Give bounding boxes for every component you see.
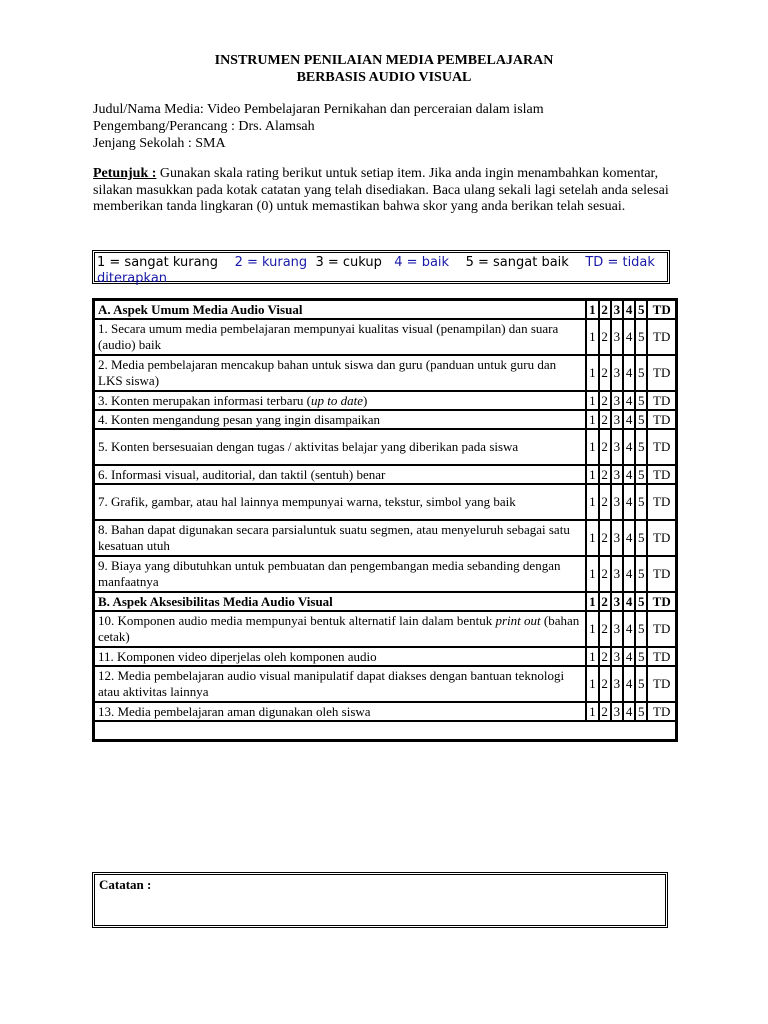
score-2[interactable]: 2 [599, 429, 611, 465]
section-b-title: B. Aspek Aksesibilitas Media Audio Visual [94, 592, 586, 611]
score-3[interactable]: 3 [611, 647, 623, 666]
score-2[interactable]: 2 [599, 520, 611, 556]
table-row [94, 355, 676, 391]
item-text: 5. Konten bersesuaian dengan tugas / aktivitas belajar yang diberikan pada siswa [94, 429, 586, 465]
item-text: 12. Media pembelajaran audio visual manipulatif dapat diakses dengan bantuan teknologi atau aktivitas lainnya [94, 666, 586, 702]
score-1[interactable]: 1 [586, 465, 598, 484]
table-row [94, 410, 676, 429]
rating-scale-legend [92, 250, 670, 284]
section-header-b [94, 592, 676, 611]
table-row [94, 484, 676, 520]
item-text-part: ) [362, 392, 368, 408]
school-level: Jenjang Sekolah : SMA [93, 136, 226, 151]
score-5[interactable]: 5 [635, 410, 647, 429]
item-text-part: 3. Konten merupakan informasi terbaru ( [98, 392, 311, 408]
score-1[interactable]: 1 [586, 520, 598, 556]
score-td[interactable]: TD [647, 410, 676, 429]
score-3[interactable]: 3 [611, 355, 623, 391]
score-3[interactable]: 3 [611, 429, 623, 465]
table-row [94, 556, 676, 592]
section-a-title: A. Aspek Umum Media Audio Visual [94, 300, 586, 319]
score-1[interactable]: 1 [586, 556, 598, 592]
score-4[interactable]: 4 [623, 647, 635, 666]
score-2: 2 [599, 300, 611, 319]
score-4[interactable]: 4 [623, 355, 635, 391]
score-1[interactable]: 1 [586, 666, 598, 702]
score-2[interactable]: 2 [599, 647, 611, 666]
table-row [94, 647, 676, 666]
score-1[interactable]: 1 [586, 702, 598, 721]
item-text: 13. Media pembelajaran aman digunakan oleh siswa [94, 702, 586, 721]
score-2: 2 [599, 592, 611, 611]
score-2[interactable]: 2 [599, 484, 611, 520]
score-4[interactable]: 4 [623, 611, 635, 647]
item-text: 9. Biaya yang dibutuhkan untuk pembuatan dan pengembangan media sebanding dengan manfaatnya [94, 556, 586, 592]
score-1[interactable]: 1 [586, 391, 598, 410]
score-td[interactable]: TD [647, 484, 676, 520]
score-4[interactable]: 4 [623, 484, 635, 520]
score-3[interactable]: 3 [611, 410, 623, 429]
score-5[interactable]: 5 [635, 702, 647, 721]
score-4[interactable]: 4 [623, 391, 635, 410]
score-1[interactable]: 1 [586, 647, 598, 666]
score-1[interactable]: 1 [586, 410, 598, 429]
score-5[interactable]: 5 [635, 391, 647, 410]
score-2[interactable]: 2 [599, 666, 611, 702]
score-td[interactable]: TD [647, 666, 676, 702]
notes-box[interactable] [92, 872, 668, 928]
legend-4: 4 = baik [394, 255, 450, 270]
item-text: 7. Grafik, gambar, atau hal lainnya mempunyai warna, tekstur, simbol yang baik [94, 484, 586, 520]
score-4: 4 [623, 300, 635, 319]
media-title: Judul/Nama Media: Video Pembelajaran Pernikahan dan perceraian dalam islam [93, 102, 544, 117]
score-td[interactable]: TD [647, 520, 676, 556]
score-1: 1 [586, 300, 598, 319]
table-row [94, 611, 676, 647]
score-2[interactable]: 2 [599, 556, 611, 592]
item-text-italic: up to date [310, 392, 363, 408]
score-5: 5 [635, 592, 647, 611]
item-text-italic: print out [495, 613, 541, 628]
score-2[interactable]: 2 [599, 611, 611, 647]
instructions-label: Petunjuk : [93, 166, 157, 181]
legend-2: 2 = kurang [234, 255, 308, 270]
score-1[interactable]: 1 [586, 429, 598, 465]
score-td[interactable]: TD [647, 556, 676, 592]
item-text [94, 391, 586, 410]
score-td[interactable]: TD [647, 702, 676, 721]
score-2[interactable]: 2 [599, 319, 611, 355]
table-row [94, 666, 676, 702]
score-5[interactable]: 5 [635, 484, 647, 520]
score-3[interactable]: 3 [611, 319, 623, 355]
table-row [94, 702, 676, 721]
score-5[interactable]: 5 [635, 355, 647, 391]
item-text: 1. Secara umum media pembelajaran mempunyai kualitas visual (penampilan) dan suara (audio) baik [94, 319, 586, 355]
score-td[interactable]: TD [647, 391, 676, 410]
notes-label: Catatan : [99, 877, 152, 892]
score-4: 4 [623, 592, 635, 611]
item-text-part: (bahan cetak) [98, 613, 580, 644]
score-5[interactable]: 5 [635, 520, 647, 556]
score-4[interactable]: 4 [623, 429, 635, 465]
score-5[interactable]: 5 [635, 319, 647, 355]
developer: Pengembang/Perancang : Drs. Alamsah [93, 119, 315, 134]
rating-table [92, 298, 678, 742]
score-5[interactable]: 5 [635, 666, 647, 702]
score-5[interactable]: 5 [635, 556, 647, 592]
document-title-line2: BERBASIS AUDIO VISUAL [296, 70, 472, 85]
score-3: 3 [611, 592, 623, 611]
score-4[interactable]: 4 [623, 666, 635, 702]
table-row [94, 465, 676, 484]
item-text: 2. Media pembelajaran mencakup bahan untuk siswa dan guru (panduan untuk guru dan LKS siswa) [94, 355, 586, 391]
score-4[interactable]: 4 [623, 556, 635, 592]
score-1[interactable]: 1 [586, 319, 598, 355]
table-row [94, 391, 676, 410]
table-row [94, 520, 676, 556]
item-text-part: 10. Komponen audio media mempunyai bentuk alternatif lain dalam bentuk [98, 613, 496, 628]
legend-1: 1 = sangat kurang [97, 255, 219, 270]
score-td[interactable]: TD [647, 465, 676, 484]
score-4[interactable]: 4 [623, 410, 635, 429]
score-2[interactable]: 2 [599, 465, 611, 484]
table-row [94, 429, 676, 465]
score-2[interactable]: 2 [599, 391, 611, 410]
empty-cell [94, 721, 676, 740]
score-td[interactable]: TD [647, 429, 676, 465]
score-td[interactable]: TD [647, 611, 676, 647]
score-5[interactable]: 5 [635, 611, 647, 647]
instructions-text: Gunakan skala rating berikut untuk setiap item. Jika anda ingin menambahkan komentar, silakan masukkan pada kotak catatan yang telah disediakan. Baca ulang sekali lagi setelah anda selesai memberikan tanda lingkaran (0) untuk memastikan bahwa skor yang anda berikan telah sesuai. [93, 166, 669, 214]
score-5[interactable]: 5 [635, 465, 647, 484]
score-4[interactable]: 4 [623, 319, 635, 355]
table-row [94, 319, 676, 355]
score-5[interactable]: 5 [635, 429, 647, 465]
score-td[interactable]: TD [647, 355, 676, 391]
score-3[interactable]: 3 [611, 666, 623, 702]
section-header-a [94, 300, 676, 319]
item-text: 11. Komponen video diperjelas oleh komponen audio [94, 647, 586, 666]
score-3[interactable]: 3 [611, 391, 623, 410]
score-1[interactable]: 1 [586, 355, 598, 391]
score-3[interactable]: 3 [611, 465, 623, 484]
score-td: TD [647, 300, 676, 319]
score-1: 1 [586, 592, 598, 611]
score-5[interactable]: 5 [635, 647, 647, 666]
score-3[interactable]: 3 [611, 556, 623, 592]
score-2[interactable]: 2 [599, 410, 611, 429]
table-row-empty [94, 721, 676, 740]
item-text: 4. Konten mengandung pesan yang ingin disampaikan [94, 410, 586, 429]
item-text [94, 611, 586, 647]
score-1[interactable]: 1 [586, 484, 598, 520]
score-2[interactable]: 2 [599, 355, 611, 391]
document-title-line1: INSTRUMEN PENILAIAN MEDIA PEMBELAJARAN [214, 53, 554, 68]
score-td[interactable]: TD [647, 319, 676, 355]
score-3[interactable]: 3 [611, 611, 623, 647]
legend-5: 5 = sangat baik [465, 255, 569, 270]
legend-td: TD = tidak diterapkan [97, 255, 655, 286]
item-text: 6. Informasi visual, auditorial, dan taktil (sentuh) benar [94, 465, 586, 484]
score-4[interactable]: 4 [623, 702, 635, 721]
score-td[interactable]: TD [647, 647, 676, 666]
instructions [93, 166, 683, 216]
score-3[interactable]: 3 [611, 702, 623, 721]
score-3[interactable]: 3 [611, 484, 623, 520]
score-1[interactable]: 1 [586, 611, 598, 647]
score-td: TD [647, 592, 676, 611]
score-4[interactable]: 4 [623, 465, 635, 484]
score-5: 5 [635, 300, 647, 319]
score-4[interactable]: 4 [623, 520, 635, 556]
score-3: 3 [611, 300, 623, 319]
item-text: 8. Bahan dapat digunakan secara parsialuntuk suatu segmen, atau menyeluruh sebagai satu kesatuan utuh [94, 520, 586, 556]
score-2[interactable]: 2 [599, 702, 611, 721]
score-3[interactable]: 3 [611, 520, 623, 556]
legend-3: 3 = cukup [315, 255, 382, 270]
